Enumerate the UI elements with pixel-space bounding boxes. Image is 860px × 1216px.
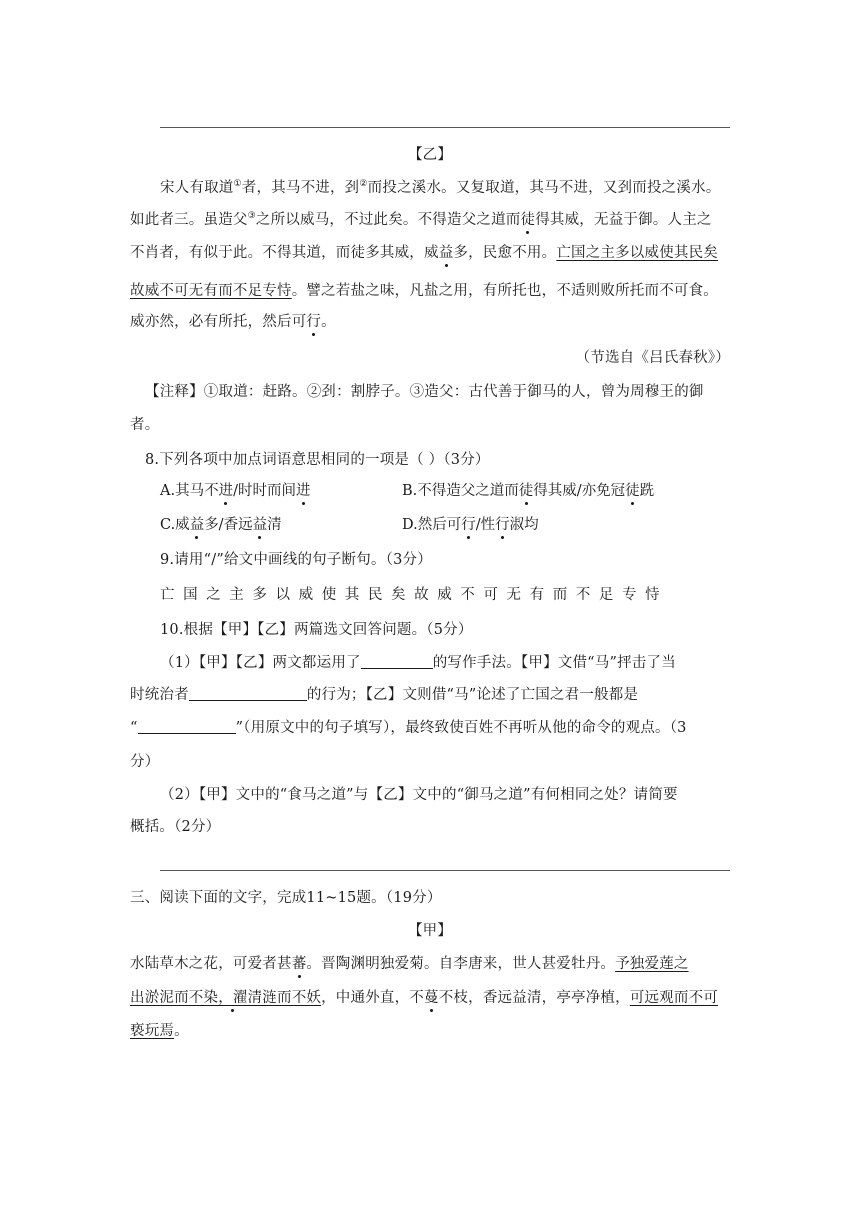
question-8-stem: 8.下列各项中加点词语意思相同的一项是（ ）（3分） [145,452,490,468]
dotted-char: 蕃 [291,956,307,972]
dotted-char: 益 [438,245,454,261]
underlined-sentence: 予独爱莲之 [615,956,689,972]
bottom-divider [160,870,730,871]
section-b-line-4: 故威不可无有而不足专恃。譬之若盐之味，凡盐之用，有所托也，不适则败所托而不可食。 [130,283,719,299]
underlined-sentence: 亡国之主多以威使其民矣 [556,245,719,261]
section-b-line-1: 宋人有取道①者，其马不进，刭②而投之溪水。又复取道，其马不进，又刭而投之溪水。 [160,179,721,196]
dotted-char: 进 [218,483,234,499]
source-citation: （节选自《吕氏春秋》） [575,350,730,366]
dotted-underlined-char: 淤泥而不染，濯清涟而不妖 [144,990,322,1006]
dotted-char: 徒 [520,212,536,228]
question-8-option-b: B.不得造父之道而徒得其威/亦免冠徒跣 [402,483,655,499]
annotation-line-1: 【注释】①取道：赶路。②刭：割脖子。③造父：古代善于御马的人，曾为周穆王的御 [145,384,704,400]
top-divider [160,127,730,128]
section-b-line-2: 如此者三。虽造父③之所以威马，不过此矣。不得造父之道而徒得其威，无益于御。人主之 [130,211,712,228]
section-b-heading: 【乙】 [407,147,453,163]
question-10-1-line-3: “ ”（用原文中的句子填写），最终致使百姓不再听从他的命令的观点。（3 [130,720,687,736]
dotted-char: 益 [252,517,268,533]
dotted-char: 行 [495,517,510,533]
annotation-line-2: 者。 [130,417,160,433]
question-10-2-line-2: 概括。（2分） [130,819,221,835]
section-b-line-3: 不肖者，有似于此。不得其道，而徒多其威，威益多，民愈不用。亡国之主多以威使其民矣 [130,245,719,261]
part-3-line-3: 亵玩焉。 [130,1023,189,1039]
question-10-stem: 10.根据【甲】【乙】两篇选文回答问题。（5分） [160,622,473,638]
underlined-sentence: 出 [130,990,145,1006]
question-9-sentence: 亡国之主多以威使其民矣故威不可无有而不足专恃 [160,587,669,603]
part-3-heading: 【甲】 [407,923,453,939]
dotted-char: 益 [189,517,205,533]
question-9-stem: 9.请用“/”给文中画线的句子断句。（3分） [160,552,432,568]
question-10-2-line-1: （2）【甲】文中的“食马之道”与【乙】文中的“御马之道”有何相同之处？请简要 [160,787,678,803]
underlined-sentence: 亵玩焉 [130,1023,175,1039]
dotted-char: 进 [295,483,311,499]
dotted-char: 行 [461,517,476,533]
question-10-1-line-1: （1）【甲】【乙】两文都运用了 的写作手法。【甲】文借“马”抨击了当 [160,655,676,671]
part-3-title: 三、阅读下面的文字，完成11~15题。（19分） [130,890,442,906]
underlined-sentence: 可远观而不可 [629,990,719,1006]
part-3-line-2: 出淤泥而不染，濯清涟而不妖，中通外直，不蔓不枝，香远益清，亭亭净植，可远观而不可 [130,990,719,1006]
answer-blank[interactable] [361,654,433,669]
dotted-char: 蔓 [424,990,439,1006]
underlined-sentence: 故威不可无有而不足专恃 [130,283,292,299]
dotted-char: 徒 [518,483,534,499]
section-b-line-5: 威亦然，必有所托，然后可行。 [130,314,336,330]
answer-blank[interactable] [189,686,307,701]
answer-blank[interactable] [138,719,236,734]
question-8-option-d: D.然后可行/性行淑均 [402,517,539,533]
question-10-1-line-4: 分） [130,754,160,770]
question-8-option-c: C.威益多/香远益清 [160,517,282,533]
question-8-option-a: A.其马不进/时时而间进 [160,483,311,499]
dotted-char: 徒 [625,483,640,499]
part-3-line-1: 水陆草木之花，可爱者甚蕃。晋陶渊明独爱菊。自李唐来，世人甚爱牡丹。予独爱莲之 [130,956,689,972]
question-10-1-line-2: 时统治者 的行为；【乙】文则借“马”论述了亡国之君一般都是 [130,687,639,703]
dotted-char: 行 [306,314,322,330]
